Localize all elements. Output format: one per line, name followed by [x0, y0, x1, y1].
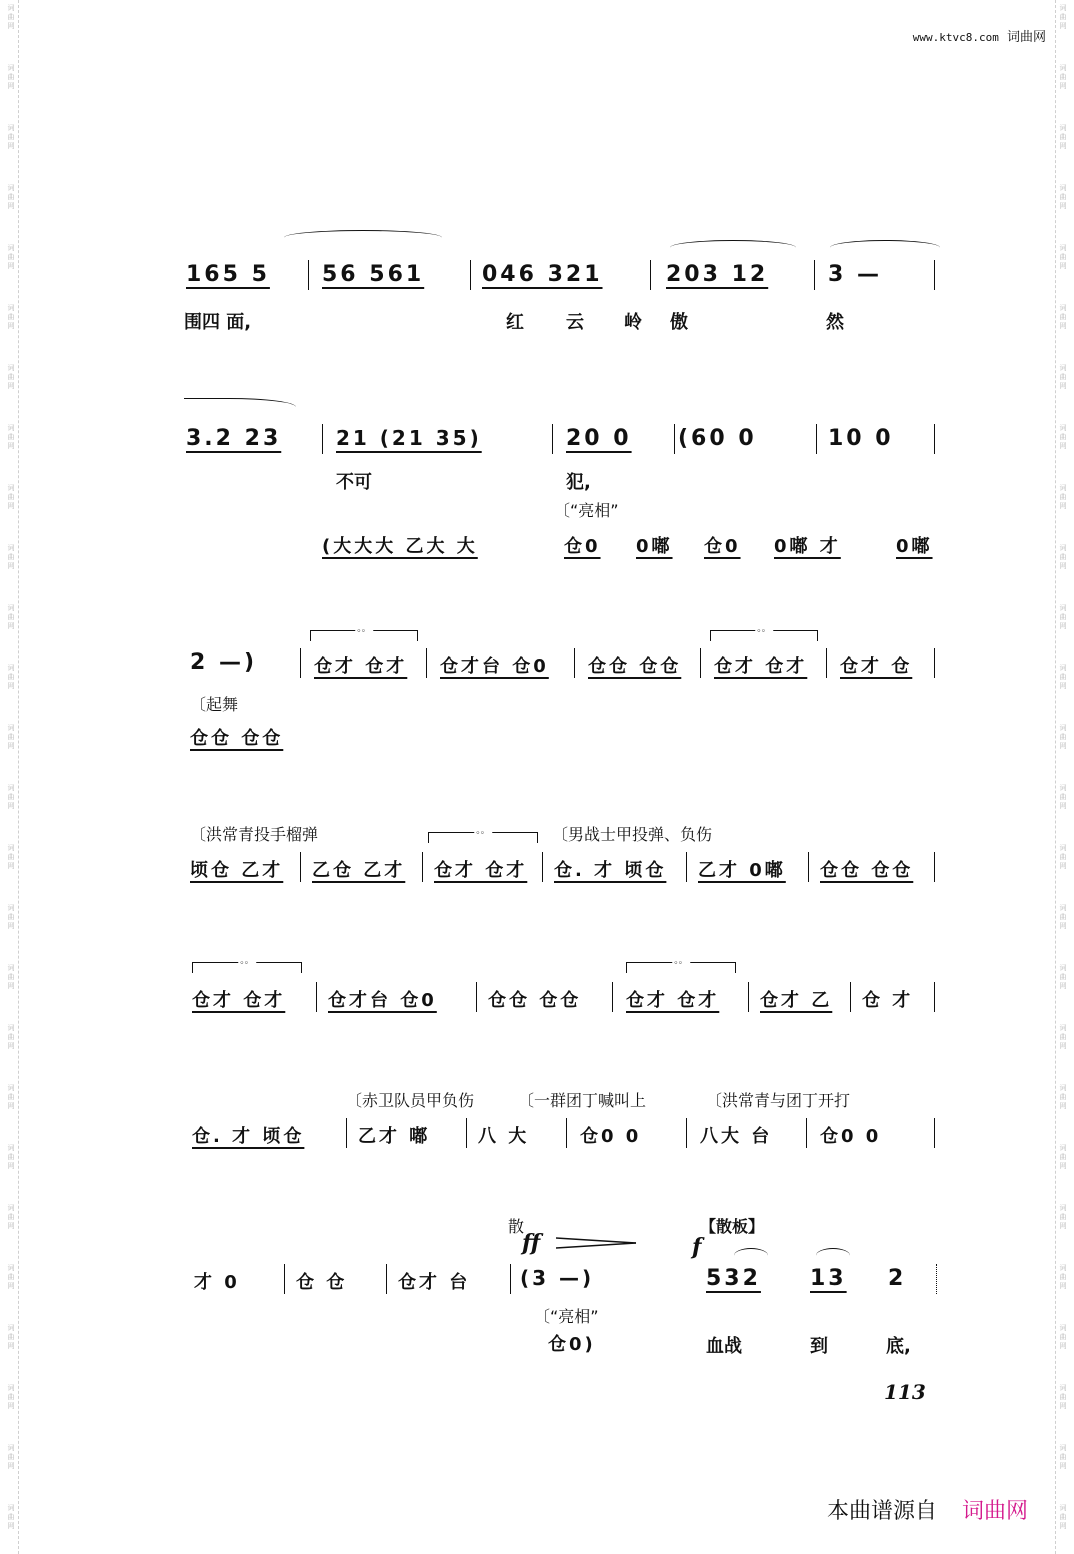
watermark-text: 词 曲 网 [7, 724, 15, 750]
watermark-text: 词 曲 网 [1059, 1264, 1067, 1290]
repeat-bracket: 。。 [710, 630, 818, 641]
percussion-cell: 仓仓 仓仓 [588, 656, 682, 677]
melody-note: 532 [706, 1266, 761, 1291]
watermark-text: 词 曲 网 [1059, 544, 1067, 570]
watermark-text: 词 曲 网 [7, 1204, 15, 1230]
measure: 10 0 [828, 426, 894, 451]
right-watermark-strip [1055, 0, 1070, 1554]
watermark-text: 词 曲 网 [1059, 904, 1067, 930]
watermark-text: 词 曲 网 [7, 484, 15, 510]
watermark-text: 词 曲 网 [1059, 1384, 1067, 1410]
brand-link[interactable]: 词曲网 [961, 1499, 1028, 1524]
percussion-cell: 顷仓 乙才 [190, 860, 284, 881]
lyric: 不可 [336, 472, 372, 493]
bar-line [674, 424, 675, 454]
percussion-cell: 仓才 仓才 [314, 656, 408, 677]
percussion-cell: 仓仓 仓仓 [488, 990, 582, 1011]
slur [670, 240, 796, 255]
percussion-cell: 乙才 嘟 [358, 1126, 431, 1147]
source-footer [827, 1494, 1028, 1525]
bar-line [814, 260, 815, 290]
bar-line [816, 424, 817, 454]
watermark-text: 词 曲 网 [1059, 1444, 1067, 1470]
tempo-mark: 散 [508, 1217, 525, 1236]
lyric: 傲 [670, 312, 688, 333]
measure: 203 12 [666, 262, 769, 287]
percussion-cell: 八大 台 [700, 1126, 773, 1147]
watermark-text: 词 曲 网 [1059, 964, 1067, 990]
bar-line [806, 1118, 807, 1148]
bar-line [308, 260, 309, 290]
watermark-text: 词 曲 网 [7, 1444, 15, 1470]
bar-line [650, 260, 651, 290]
percussion-cell: 仓0 [704, 536, 741, 557]
measure: (3 —) [520, 1266, 595, 1290]
watermark-text: 词 曲 网 [1059, 664, 1067, 690]
watermark-text: 词 曲 网 [7, 1504, 15, 1530]
lyric: 岭 [624, 312, 642, 333]
percussion-cell: 仓0) [548, 1334, 596, 1355]
stage-direction: 〔“亮相” [534, 1307, 599, 1326]
bar-line [386, 1264, 387, 1294]
bar-line [934, 260, 935, 290]
stage-direction: 〔男战士甲投弹、负伤 [552, 825, 713, 844]
bar-line [466, 1118, 467, 1148]
bar-line [934, 424, 935, 454]
lyric: 围四 面, [184, 312, 252, 333]
watermark-text: 词 曲 网 [1059, 124, 1067, 150]
percussion-cell: 仓 才 [862, 990, 914, 1011]
percussion-cell: 仓0 0 [580, 1126, 642, 1147]
lyric: 云 [566, 312, 584, 333]
stage-direction: 〔赤卫队员甲负伤 [346, 1091, 475, 1110]
watermark-text: 词 曲 网 [1059, 304, 1067, 330]
percussion-cell: 仓才 仓才 [434, 860, 528, 881]
bar-line [700, 648, 701, 678]
site-name: 词曲网 [1006, 30, 1046, 45]
percussion-cell: 仓0 0 [820, 1126, 882, 1147]
bar-line [934, 982, 935, 1012]
lyric: 红 [506, 312, 524, 333]
bar-line [476, 982, 477, 1012]
measure: 165 5 [186, 262, 270, 287]
dynamic-mark: f [692, 1234, 702, 1260]
percussion-cell: 八 大 [478, 1126, 530, 1147]
melody-note: 13 [810, 1266, 847, 1291]
watermark-text: 词 曲 网 [7, 844, 15, 870]
percussion-cell: 乙仓 乙才 [312, 860, 406, 881]
percussion-cell: 仓 仓 [296, 1272, 348, 1293]
percussion-cell: 0嘟 [636, 536, 673, 557]
measure: 21 (21 35) [336, 426, 482, 450]
percussion-cell: 仓才 乙 [760, 990, 833, 1011]
measure: 56 561 [322, 262, 425, 287]
lyric: 底, [886, 1336, 911, 1357]
watermark-text: 词 曲 网 [1059, 484, 1067, 510]
bar-line [934, 1118, 935, 1148]
watermark-text: 词 曲 网 [7, 364, 15, 390]
section-label: 【散板】 [700, 1217, 765, 1236]
watermark-text: 词 曲 网 [7, 664, 15, 690]
percussion-cell: 仓才 仓才 [626, 990, 720, 1011]
source-label: 本曲谱源自 [826, 1499, 937, 1524]
watermark-text: 词 曲 网 [7, 1024, 15, 1050]
bar-line [826, 648, 827, 678]
bar-line [316, 982, 317, 1012]
watermark-text: 词 曲 网 [1059, 1204, 1067, 1230]
watermark-text: 词 曲 网 [7, 1084, 15, 1110]
percussion-cell: 仓才 仓才 [714, 656, 808, 677]
lyric: 血战 [706, 1336, 742, 1357]
bar-line [552, 424, 553, 454]
watermark-text: 词 曲 网 [1059, 1084, 1067, 1110]
bar-line [934, 648, 935, 678]
stage-direction: 〔起舞 [190, 695, 239, 714]
measure: 2 —) [190, 650, 258, 675]
bar-line [284, 1264, 285, 1294]
dynamic-mark: ff [522, 1230, 541, 1256]
watermark-text: 词 曲 网 [7, 1264, 15, 1290]
measure: 3.2 23 [186, 426, 282, 451]
percussion-cell: 仓仓 仓仓 [820, 860, 914, 881]
percussion-cell: 仓. 才 顷仓 [554, 860, 667, 881]
percussion-cell: 仓才台 仓0 [328, 990, 437, 1011]
page-header [913, 26, 1046, 45]
watermark-text: 词 曲 网 [1059, 64, 1067, 90]
bar-line [808, 852, 809, 882]
measure: (60 0 [678, 426, 757, 451]
repeat-bracket: 。。 [428, 832, 538, 843]
watermark-text: 词 曲 网 [7, 124, 15, 150]
bar-line [936, 1264, 937, 1294]
site-url: www.ktvc8.com [912, 31, 999, 44]
watermark-text: 词 曲 网 [1059, 844, 1067, 870]
percussion-cell: (大大大 乙大 大 [322, 536, 478, 557]
watermark-text: 词 曲 网 [7, 964, 15, 990]
percussion-cell: 乙才 0嘟 [698, 860, 786, 881]
percussion-cell: 仓. 才 顷仓 [192, 1126, 305, 1147]
watermark-text: 词 曲 网 [7, 544, 15, 570]
percussion-cell: 0嘟 [896, 536, 933, 557]
watermark-text: 词 曲 网 [1059, 184, 1067, 210]
bar-line [612, 982, 613, 1012]
watermark-text: 词 曲 网 [1059, 724, 1067, 750]
watermark-text: 词 曲 网 [7, 184, 15, 210]
bar-line [470, 260, 471, 290]
watermark-text: 词 曲 网 [7, 64, 15, 90]
watermark-text: 词 曲 网 [7, 784, 15, 810]
watermark-text: 词 曲 网 [7, 1144, 15, 1170]
slur [284, 230, 442, 245]
watermark-text: 词 曲 网 [1059, 4, 1067, 30]
bar-line [422, 852, 423, 882]
percussion-cell: 仓才 仓 [840, 656, 913, 677]
measure: 046 321 [482, 262, 603, 287]
watermark-text: 词 曲 网 [1059, 424, 1067, 450]
percussion-cell: 仓仓 仓仓 [190, 728, 284, 749]
watermark-text: 词 曲 网 [1059, 1024, 1067, 1050]
watermark-text: 词 曲 网 [1059, 1324, 1067, 1350]
watermark-text: 词 曲 网 [7, 904, 15, 930]
bar-line [510, 1264, 511, 1294]
percussion-cell: 仓才台 仓0 [440, 656, 549, 677]
bar-line [686, 852, 687, 882]
percussion-cell: 仓0 [564, 536, 601, 557]
melody-note: 2 [888, 1266, 907, 1291]
watermark-text: 词 曲 网 [7, 304, 15, 330]
bar-line [566, 1118, 567, 1148]
watermark-text: 词 曲 网 [7, 604, 15, 630]
decrescendo-hairpin [556, 1236, 640, 1250]
watermark-text: 词 曲 网 [1059, 1144, 1067, 1170]
lyric: 犯, [566, 472, 591, 493]
stage-direction: 〔洪常青投手榴弹 [190, 825, 319, 844]
watermark-text: 词 曲 网 [7, 4, 15, 30]
lyric: 然 [826, 312, 844, 333]
percussion-cell: 才 0 [194, 1272, 240, 1293]
stage-direction: 〔洪常青与团丁开打 [706, 1091, 851, 1110]
watermark-text: 词 曲 网 [7, 244, 15, 270]
percussion-cell: 0嘟 才 [774, 536, 841, 557]
bar-line [686, 1118, 687, 1148]
watermark-text: 词 曲 网 [1059, 364, 1067, 390]
watermark-text: 词 曲 网 [1059, 244, 1067, 270]
repeat-bracket: 。。 [310, 630, 418, 641]
bar-line [322, 424, 323, 454]
watermark-text: 词 曲 网 [1059, 784, 1067, 810]
bar-line [426, 648, 427, 678]
repeat-bracket: 。。 [192, 962, 302, 973]
percussion-cell: 仓才 仓才 [192, 990, 286, 1011]
stage-direction: 〔一群团丁喊叫上 [518, 1091, 647, 1110]
bar-line [574, 648, 575, 678]
watermark-text: 词 曲 网 [7, 1384, 15, 1410]
watermark-text: 词 曲 网 [7, 1324, 15, 1350]
bar-line [542, 852, 543, 882]
bar-line [748, 982, 749, 1012]
lyric: 到 [810, 1336, 828, 1357]
bar-line [346, 1118, 347, 1148]
bar-line [300, 648, 301, 678]
measure: 3 — [828, 262, 882, 287]
repeat-bracket: 。。 [626, 962, 736, 973]
bar-line [300, 852, 301, 882]
watermark-text: 词 曲 网 [1059, 604, 1067, 630]
page-number: 113 [884, 1380, 926, 1404]
bar-line [850, 982, 851, 1012]
percussion-cell: 仓才 台 [398, 1272, 471, 1293]
watermark-text: 词 曲 网 [7, 424, 15, 450]
slur [830, 240, 940, 255]
measure: 20 0 [566, 426, 632, 451]
slur [184, 398, 296, 413]
watermark-text: 词 曲 网 [1059, 1504, 1067, 1530]
stage-direction: 〔“亮相” [554, 501, 619, 520]
left-watermark-strip [4, 0, 19, 1554]
bar-line [934, 852, 935, 882]
